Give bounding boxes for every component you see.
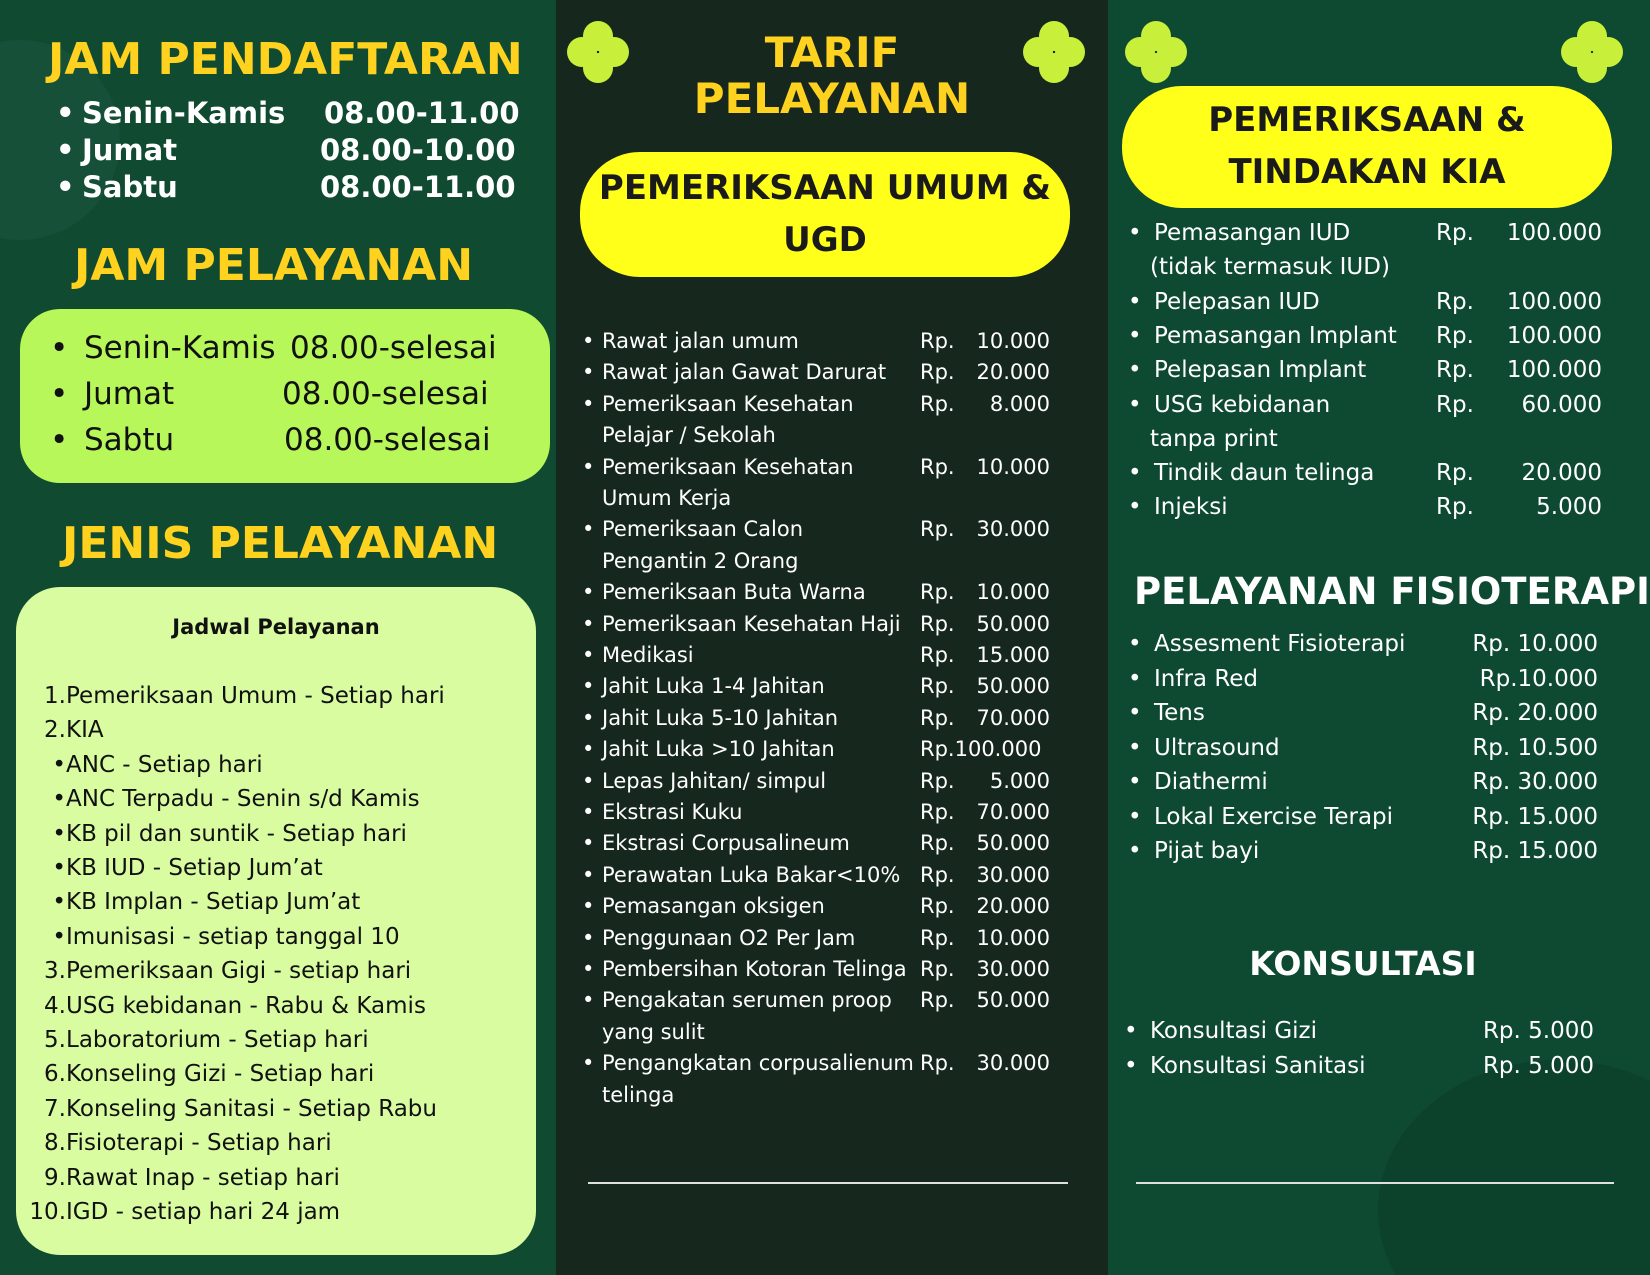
price-item-name: Tindik daun telinga (1154, 460, 1375, 487)
price-value: Rp. 10.000 (1472, 631, 1598, 657)
list-item-text: KB Implan - Setiap Jum’at (66, 889, 361, 916)
left-panel: JAM PENDAFTARAN • Senin-Kamis 08.00-11.00 • Jumat 08.00-10.00 • Sabtu 08.00-11.00 JAM PELAYANAN • Senin-Kamis 08.00-selesai • Jumat 08.00-selesai • Sabtu 08.00-selesai JENIS PELAYANAN Jadwal Pelayanan 1. Pemeriksaan Umum - Setiap hari 2. KIA • ANC - Setiap hari • ANC Terpadu - Senin s/d Kamis • KB pil dan suntik - Setiap hari • KB IUD - Setiap Jum’at • KB Implan - Setiap Jum’at • Imunisasi - setiap tanggal 10 3. Pemeriksaan Gigi - setiap hari 4. USG kebidanan - Rabu & Kamis 5. Laboratorium - Setiap hari 6. Konseling Gizi - Setiap hari 7. Konseling Sanitasi - Setiap Rabu 8. Fisioterapi - Setiap hari 9. Rawat Inap - setiap hari 10. IGD - setiap hari 24 jam (0, 0, 556, 1275)
price-value: 5.000 (989, 768, 1050, 793)
price-row (1128, 665, 1624, 698)
price-currency: Rp. (920, 894, 955, 919)
price-item-name: Ekstrasi Corpusalineum (602, 831, 850, 856)
price-value: Rp. 15.000 (1472, 838, 1598, 864)
price-item-name: Pemeriksaan Calon (602, 517, 804, 542)
price-currency: Rp. (1436, 494, 1474, 521)
price-row (1128, 357, 1624, 389)
price-row (582, 925, 1082, 956)
bullet: • (582, 705, 595, 730)
tarif-title-line2: PELAYANAN (693, 74, 971, 123)
list-item-text: Pemeriksaan Umum - Setiap hari (66, 683, 445, 709)
price-currency: Rp. (920, 988, 955, 1013)
price-currency: Rp. (920, 674, 955, 699)
price-item-name: Pembersihan Kotoran Telinga (602, 957, 907, 981)
price-row (582, 611, 1082, 642)
list-marker: • (52, 855, 66, 881)
bullet: • (582, 580, 595, 605)
price-row (582, 391, 1082, 422)
price-currency: Rp. (920, 768, 955, 793)
jam-pendaftaran-title: JAM PENDAFTARAN (48, 34, 523, 85)
price-row (1128, 803, 1624, 836)
bullet: • (582, 611, 595, 636)
price-value: 100.000 (1506, 220, 1602, 246)
price-item-name: Rawat jalan umum (602, 329, 799, 353)
list-marker: 6. (44, 1061, 66, 1088)
price-item-name: Pemeriksaan Kesehatan (602, 454, 854, 479)
price-value: 30.000 (976, 1051, 1050, 1076)
bullet: • (1128, 288, 1142, 315)
price-item-name: Pemeriksaan Buta Warna (602, 580, 866, 605)
bullet: • (582, 800, 595, 824)
price-row (582, 454, 1082, 485)
bullet: • (1128, 803, 1142, 830)
divider (588, 1182, 1068, 1184)
bullet: • (1128, 838, 1142, 864)
list-marker: • (52, 786, 66, 813)
price-value: Rp. 15.000 (1472, 803, 1598, 830)
bullet: • (582, 360, 595, 385)
price-value: 30.000 (976, 517, 1050, 542)
list-marker: 1. (44, 683, 66, 709)
price-item-name: Tens (1154, 700, 1205, 726)
price-row (582, 674, 1082, 704)
list-item-time: 08.00-10.00 (320, 133, 516, 167)
price-row-continuation: Pelajar / Sekolah (602, 423, 776, 448)
price-currency: Rp. (920, 800, 955, 824)
price-value: 20.000 (1521, 460, 1602, 487)
bullet: • (582, 391, 595, 416)
price-currency: Rp. (1436, 220, 1474, 246)
price-currency: Rp. (1436, 288, 1474, 315)
list-item-text: Imunisasi - setiap tanggal 10 (66, 923, 400, 950)
price-row (582, 768, 1082, 799)
price-value: 70.000 (976, 705, 1050, 730)
bullet: • (1128, 460, 1142, 487)
price-item-name: Konsultasi Gizi (1150, 1018, 1318, 1044)
bullet: • (582, 737, 595, 762)
list-item-text: KIA (66, 717, 104, 744)
list-item-text: Laboratorium - Setiap hari (66, 1027, 369, 1053)
list-item: • Senin-Kamis (82, 96, 285, 130)
price-row (582, 737, 1082, 767)
price-currency: Rp. (1436, 357, 1474, 384)
price-row (582, 360, 1082, 390)
fisioterapi-title: PELAYANAN FISIOTERAPI (1134, 570, 1650, 613)
kia-heading: PEMERIKSAAN & TINDAKAN KIA (1122, 86, 1612, 208)
bullet: • (1128, 769, 1142, 795)
price-item-name: Jahit Luka >10 Jahitan (602, 737, 835, 762)
list-item: • Jumat (82, 133, 177, 167)
bullet: • (1128, 357, 1142, 384)
price-currency: Rp. (920, 957, 955, 981)
bullet: • (582, 957, 595, 981)
tarif-title-line1: TARIF (764, 28, 900, 77)
konsultasi-title: KONSULTASI (1249, 944, 1477, 983)
price-value: 10.000 (976, 329, 1050, 353)
price-item-name: USG kebidanan (1154, 391, 1331, 418)
bullet: • (582, 862, 595, 887)
price-value: 20.000 (976, 360, 1050, 385)
price-currency: Rp. (920, 517, 955, 542)
bullet: • (582, 517, 595, 542)
price-row (1128, 631, 1624, 663)
price-value: 10.000 (976, 580, 1050, 605)
bullet: • (1128, 220, 1142, 246)
price-currency: Rp. (1436, 322, 1474, 349)
list-item-text: ANC Terpadu - Senin s/d Kamis (66, 786, 420, 813)
price-currency: Rp. (920, 611, 955, 636)
bullet: • (582, 925, 595, 950)
price-row (582, 329, 1082, 359)
price-currency: Rp. (920, 643, 955, 667)
price-item-name: Pemasangan oksigen (602, 894, 825, 919)
price-item-name: Ekstrasi Kuku (602, 800, 743, 824)
list-item-text: Rawat Inap - setiap hari (66, 1164, 340, 1191)
price-value: Rp. 10.500 (1472, 734, 1598, 761)
price-item-name: Pelepasan Implant (1154, 357, 1367, 384)
price-row (582, 643, 1082, 673)
price-row (582, 957, 1082, 987)
price-value: 50.000 (976, 611, 1050, 636)
bullet: • (1128, 700, 1142, 726)
price-item-name: Rawat jalan Gawat Darurat (602, 360, 887, 385)
bullet: • (582, 643, 595, 667)
price-currency: Rp.100.000 (920, 737, 1042, 762)
bullet: • (582, 329, 595, 353)
list-item-text: KB IUD - Setiap Jum’at (66, 855, 323, 881)
list-item-text: ANC - Setiap hari (66, 751, 263, 778)
price-value: Rp. 20.000 (1472, 700, 1598, 726)
price-item-name: Pemasangan IUD (1154, 220, 1351, 246)
price-row (582, 862, 1082, 893)
price-currency: Rp. (920, 831, 955, 856)
list-item-text: IGD - setiap hari 24 jam (66, 1199, 341, 1225)
price-row (1128, 391, 1624, 424)
price-currency: Rp. (920, 360, 955, 385)
price-value: Rp. 30.000 (1472, 769, 1598, 795)
price-row (582, 894, 1082, 924)
price-value: 60.000 (1521, 391, 1602, 418)
price-item-name: Diathermi (1154, 769, 1268, 795)
price-value: Rp.10.000 (1479, 665, 1598, 692)
price-value: 20.000 (976, 894, 1050, 919)
price-value: 15.000 (976, 643, 1050, 667)
bullet: • (1128, 734, 1142, 761)
price-value: 50.000 (976, 988, 1050, 1013)
umum-ugd-heading: PEMERIKSAAN UMUM & UGD (580, 152, 1070, 277)
price-item-name: Medikasi (602, 643, 694, 667)
price-value: 50.000 (976, 831, 1050, 856)
price-row (1124, 1018, 1620, 1050)
price-row (1124, 1052, 1620, 1085)
price-row (1128, 838, 1624, 870)
price-item-name: Ultrasound (1154, 734, 1280, 761)
price-currency: Rp. (920, 925, 955, 950)
list-marker: 8. (44, 1130, 66, 1157)
bullet: • (582, 988, 595, 1013)
price-currency: Rp. (920, 1051, 955, 1076)
price-value: 8.000 (989, 391, 1050, 416)
bullet: • (1128, 494, 1142, 521)
price-item-name: Konsultasi Sanitasi (1150, 1052, 1366, 1079)
price-currency: Rp. (920, 329, 955, 353)
price-currency: Rp. (920, 580, 955, 605)
price-value: 100.000 (1506, 322, 1602, 349)
price-value: 100.000 (1506, 357, 1602, 384)
price-row (582, 831, 1082, 861)
list-marker: 3. (44, 958, 66, 985)
jam-pelayanan-title: JAM PELAYANAN (74, 240, 474, 291)
price-row-continuation: Pengantin 2 Orang (602, 548, 799, 573)
clover-icon (1120, 16, 1192, 88)
price-row (582, 705, 1082, 736)
list-item: • Sabtu (82, 170, 178, 204)
price-value: 10.000 (976, 925, 1050, 950)
price-item-name: Jahit Luka 5-10 Jahitan (602, 705, 839, 730)
list-item-text: USG kebidanan - Rabu & Kamis (66, 992, 426, 1019)
bullet: • (582, 674, 595, 699)
price-row (1128, 220, 1624, 252)
price-value: 70.000 (976, 800, 1050, 824)
price-item-name: Injeksi (1154, 494, 1228, 521)
price-value: Rp. 5.000 (1482, 1052, 1594, 1079)
list-marker: 9. (44, 1164, 66, 1191)
price-item-name: Penggunaan O2 Per Jam (602, 925, 856, 950)
price-item-name: Pengakatan serumen proop (602, 988, 892, 1013)
list-marker: 10. (29, 1199, 66, 1225)
list-marker: • (52, 751, 66, 778)
price-value: Rp. 5.000 (1482, 1018, 1594, 1044)
list-item-text: KB pil dan suntik - Setiap hari (66, 820, 407, 847)
price-row (1128, 700, 1624, 732)
price-row (582, 800, 1082, 830)
right-panel (1108, 0, 1650, 1275)
list-item-time: 08.00-11.00 (320, 170, 516, 204)
price-currency: Rp. (920, 705, 955, 730)
price-currency: Rp. (920, 454, 955, 479)
list-item-text: Konseling Sanitasi - Setiap Rabu (66, 1095, 437, 1122)
bullet: • (1124, 1052, 1138, 1079)
price-item-name: Pelepasan IUD (1154, 288, 1320, 315)
list-item-time: 08.00-11.00 (324, 96, 520, 130)
list-marker: 7. (44, 1095, 66, 1122)
price-row (1128, 494, 1624, 526)
bullet: • (1128, 665, 1142, 692)
bullet: • (1124, 1018, 1138, 1044)
price-row-continuation: telinga (602, 1082, 675, 1107)
price-row-continuation: tanpa print (1150, 425, 1278, 452)
price-currency: Rp. (1436, 391, 1474, 418)
price-row (582, 517, 1082, 547)
price-item-name: Pengangkatan corpusalienum (602, 1051, 914, 1076)
price-row-continuation: Umum Kerja (602, 486, 732, 510)
price-currency: Rp. (920, 391, 955, 416)
list-marker: 4. (44, 992, 66, 1019)
bullet: • (582, 454, 595, 479)
list-item-text: Fisioterapi - Setiap hari (66, 1130, 332, 1157)
middle-panel (556, 0, 1108, 1275)
price-value: 30.000 (976, 862, 1050, 887)
price-item-name: Pemeriksaan Kesehatan Haji (602, 611, 901, 636)
jadwal-pelayanan-subtitle: Jadwal Pelayanan (172, 615, 380, 639)
price-row (1128, 734, 1624, 767)
bullet: • (1128, 631, 1142, 657)
price-row (582, 1051, 1082, 1081)
price-row (1128, 769, 1624, 801)
bullet: • (582, 894, 595, 919)
list-item-text: Pemeriksaan Gigi - setiap hari (66, 958, 412, 985)
price-item-name: Jahit Luka 1-4 Jahitan (602, 674, 825, 699)
bullet: • (1128, 322, 1142, 349)
bullet: • (582, 1051, 595, 1076)
bullet: • (582, 831, 595, 856)
price-item-name: Lepas Jahitan/ simpul (602, 768, 827, 793)
price-currency: Rp. (1436, 460, 1474, 487)
price-item-name: Perawatan Luka Bakar<10% (602, 862, 901, 887)
price-item-name: Lokal Exercise Terapi (1154, 803, 1394, 830)
price-value: 30.000 (976, 957, 1050, 981)
price-row (1128, 288, 1624, 321)
price-value: 50.000 (976, 674, 1050, 699)
list-marker: 2. (44, 717, 66, 744)
jenis-pelayanan-title: JENIS PELAYANAN (62, 518, 499, 569)
price-currency: Rp. (920, 862, 955, 887)
price-item-name: Pemasangan Implant (1154, 322, 1397, 349)
price-row (1128, 460, 1624, 492)
bullet: • (1128, 391, 1142, 418)
list-item-text: Konseling Gizi - Setiap hari (66, 1061, 375, 1088)
price-item-name: Assesment Fisioterapi (1154, 631, 1406, 657)
price-row (1128, 322, 1624, 355)
list-marker: • (52, 923, 66, 950)
price-value: 10.000 (976, 454, 1050, 479)
price-row (582, 580, 1082, 610)
price-item-name: Pijat bayi (1154, 838, 1260, 864)
list-marker: • (52, 820, 66, 847)
list-marker: • (52, 889, 66, 916)
price-value: 100.000 (1506, 288, 1602, 315)
bullet: • (582, 768, 595, 793)
price-item-name: Pemeriksaan Kesehatan (602, 391, 854, 416)
list-marker: 5. (44, 1027, 66, 1053)
price-value: 5.000 (1536, 494, 1602, 521)
divider (1136, 1182, 1614, 1184)
price-row (582, 988, 1082, 1018)
price-item-name: Infra Red (1154, 665, 1259, 692)
clover-icon (1556, 16, 1628, 88)
price-row-continuation: (tidak termasuk IUD) (1150, 254, 1390, 281)
price-row-continuation: yang sulit (602, 1019, 705, 1044)
